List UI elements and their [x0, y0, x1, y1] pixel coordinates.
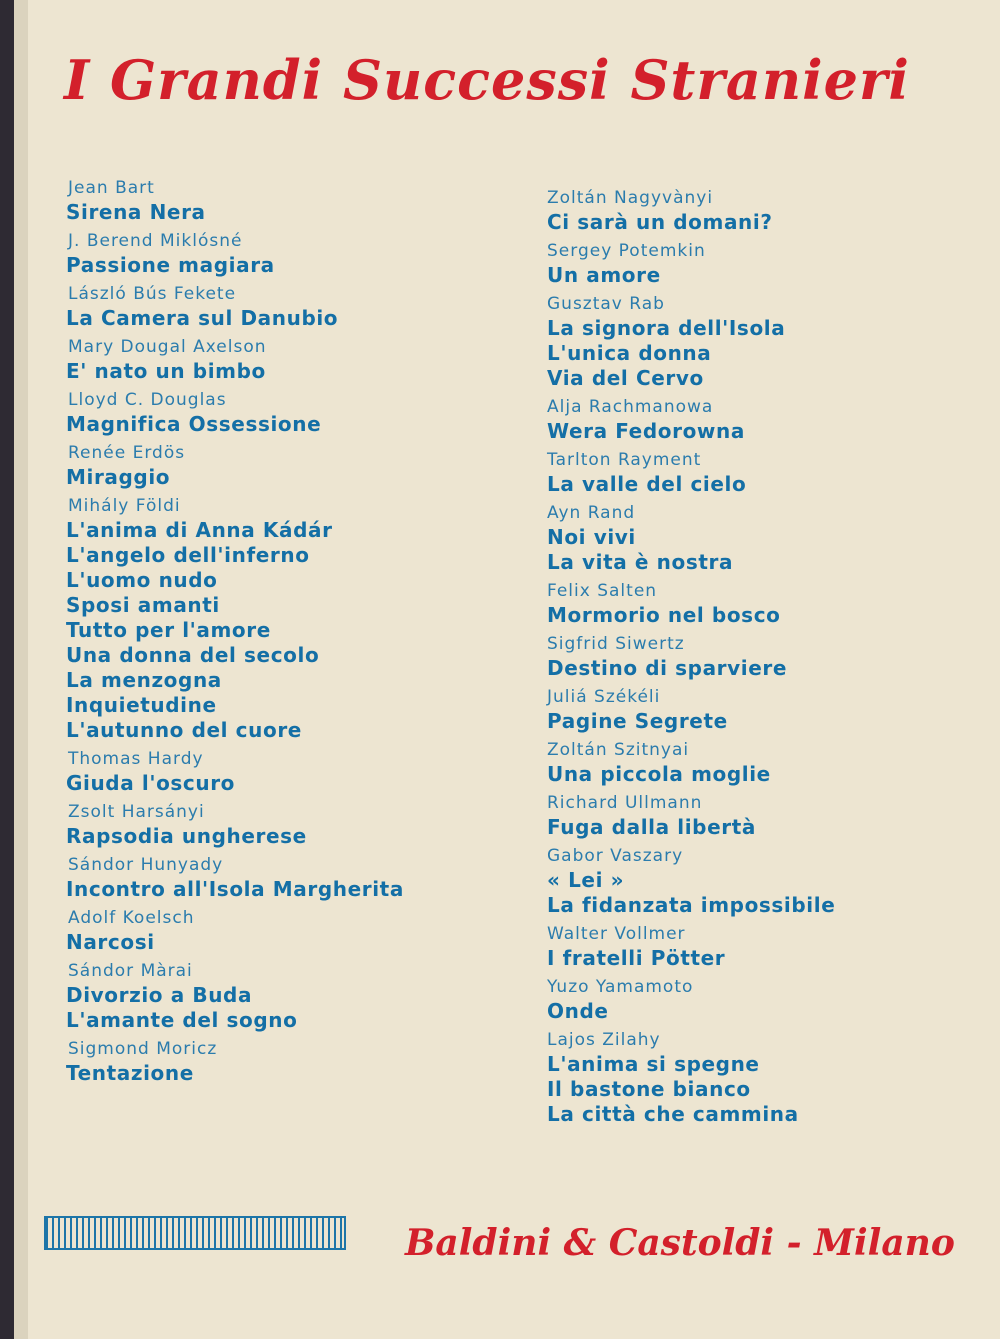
author-name: Sigfrid Siwertz	[547, 634, 685, 654]
book-title: L'amante del sogno	[66, 1008, 298, 1032]
book-title: Rapsodia ungherese	[66, 824, 307, 848]
author-name: Yuzo Yamamoto	[547, 977, 694, 997]
author-entry	[525, 791, 965, 840]
author-name: J. Berend Miklósné	[68, 231, 243, 251]
book-title: Divorzio a Buda	[66, 983, 253, 1007]
author-entry	[525, 395, 965, 444]
book-title: Wera Fedorowna	[547, 419, 745, 443]
author-entry	[50, 388, 470, 437]
book-title: Passione magiara	[66, 253, 275, 277]
author-name: Mihály Földi	[68, 496, 181, 516]
spine-shadow	[14, 0, 28, 1339]
book-title: E' nato un bimbo	[66, 359, 266, 383]
author-entry	[525, 239, 965, 288]
author-name: Thomas Hardy	[68, 749, 204, 769]
left-column	[50, 176, 470, 1086]
author-entry	[525, 579, 965, 628]
book-title: Una donna del secolo	[66, 643, 320, 667]
author-entry	[525, 186, 965, 235]
author-entry	[50, 853, 470, 902]
book-title: Incontro all'Isola Margherita	[66, 877, 404, 901]
author-entry	[525, 685, 965, 734]
book-title: Sposi amanti	[66, 593, 220, 617]
author-name: Sándor Hunyady	[68, 855, 224, 875]
author-entry	[525, 292, 965, 391]
book-title: Tutto per l'amore	[66, 618, 271, 642]
author-entry	[525, 922, 965, 971]
book-title: L'angelo dell'inferno	[66, 543, 310, 567]
author-name: Walter Vollmer	[547, 924, 686, 944]
author-entry	[50, 959, 470, 1033]
author-entry	[50, 335, 470, 384]
author-entry	[525, 844, 965, 918]
book-title: I fratelli Pötter	[547, 946, 726, 970]
book-title: Destino di sparviere	[547, 656, 788, 680]
author-name: Zoltán Nagyvànyi	[547, 188, 714, 208]
book-title: La valle del cielo	[547, 472, 747, 496]
author-entry	[50, 176, 470, 225]
author-entry	[50, 906, 470, 955]
author-entry	[525, 738, 965, 787]
series-title: I Grandi Successi Stranieri	[64, 48, 910, 112]
book-title: Narcosi	[66, 930, 155, 954]
author-name: Richard Ullmann	[547, 793, 703, 813]
book-title: Via del Cervo	[547, 366, 704, 390]
book-title: Il bastone bianco	[547, 1077, 751, 1101]
book-title: La città che cammina	[547, 1102, 799, 1126]
book-title: Fuga dalla libertà	[547, 815, 756, 839]
author-name: Renée Erdös	[68, 443, 186, 463]
book-title: La signora dell'Isola	[547, 316, 786, 340]
book-title: L'unica donna	[547, 341, 712, 365]
book-title: Inquietudine	[66, 693, 217, 717]
book-title: « Lei »	[547, 868, 625, 892]
book-title: L'anima si spegne	[547, 1052, 760, 1076]
author-entry	[50, 747, 470, 796]
book-title: Pagine Segrete	[547, 709, 728, 733]
author-name: Adolf Koelsch	[68, 908, 195, 928]
right-column	[525, 186, 965, 1127]
book-title: L'uomo nudo	[66, 568, 218, 592]
barcode-strip	[44, 1216, 346, 1250]
author-name: Zoltán Szitnyai	[547, 740, 690, 760]
book-title: La vita è nostra	[547, 550, 734, 574]
book-title: Ci sarà un domani?	[547, 210, 773, 234]
book-title: Noi vivi	[547, 525, 636, 549]
author-name: Tarlton Rayment	[547, 450, 702, 470]
author-name: Sigmond Moricz	[68, 1039, 218, 1059]
author-entry	[50, 229, 470, 278]
author-entry	[525, 632, 965, 681]
author-name: Sergey Potemkin	[547, 241, 706, 261]
author-name: Jean Bart	[68, 178, 155, 198]
author-entry	[525, 1028, 965, 1127]
book-title: Giuda l'oscuro	[66, 771, 236, 795]
book-title: La fidanzata impossibile	[547, 893, 836, 917]
book-spine	[0, 0, 14, 1339]
author-name: Felix Salten	[547, 581, 658, 601]
author-name: Zsolt Harsányi	[68, 802, 205, 822]
book-title: La Camera sul Danubio	[66, 306, 339, 330]
book-title: Sirena Nera	[66, 200, 206, 224]
author-name: Lloyd C. Douglas	[68, 390, 227, 410]
author-entry	[50, 441, 470, 490]
book-title: Miraggio	[66, 465, 171, 489]
author-name: Sándor Màrai	[68, 961, 193, 981]
book-title: Onde	[547, 999, 609, 1023]
author-name: Lajos Zilahy	[547, 1030, 661, 1050]
author-entry	[50, 800, 470, 849]
book-title: La menzogna	[66, 668, 222, 692]
author-entry	[50, 494, 470, 743]
author-name: Juliá Székéli	[547, 687, 661, 707]
author-name: László Bús Fekete	[68, 284, 237, 304]
publisher-name: Baldini & Castoldi - Milano	[405, 1222, 955, 1264]
book-title: Magnifica Ossessione	[66, 412, 322, 436]
book-title: Un amore	[547, 263, 661, 287]
book-title: Una piccola moglie	[547, 762, 771, 786]
book-title: Mormorio nel bosco	[547, 603, 781, 627]
author-entry	[525, 448, 965, 497]
author-entry	[50, 282, 470, 331]
author-name: Gabor Vaszary	[547, 846, 684, 866]
book-title: L'anima di Anna Kádár	[66, 518, 333, 542]
author-entry	[525, 501, 965, 575]
author-entry	[50, 1037, 470, 1086]
author-entry	[525, 975, 965, 1024]
author-name: Gusztav Rab	[547, 294, 665, 314]
author-name: Mary Dougal Axelson	[68, 337, 267, 357]
book-title: L'autunno del cuore	[66, 718, 302, 742]
author-name: Ayn Rand	[547, 503, 636, 523]
book-title: Tentazione	[66, 1061, 194, 1085]
author-name: Alja Rachmanowa	[547, 397, 714, 417]
